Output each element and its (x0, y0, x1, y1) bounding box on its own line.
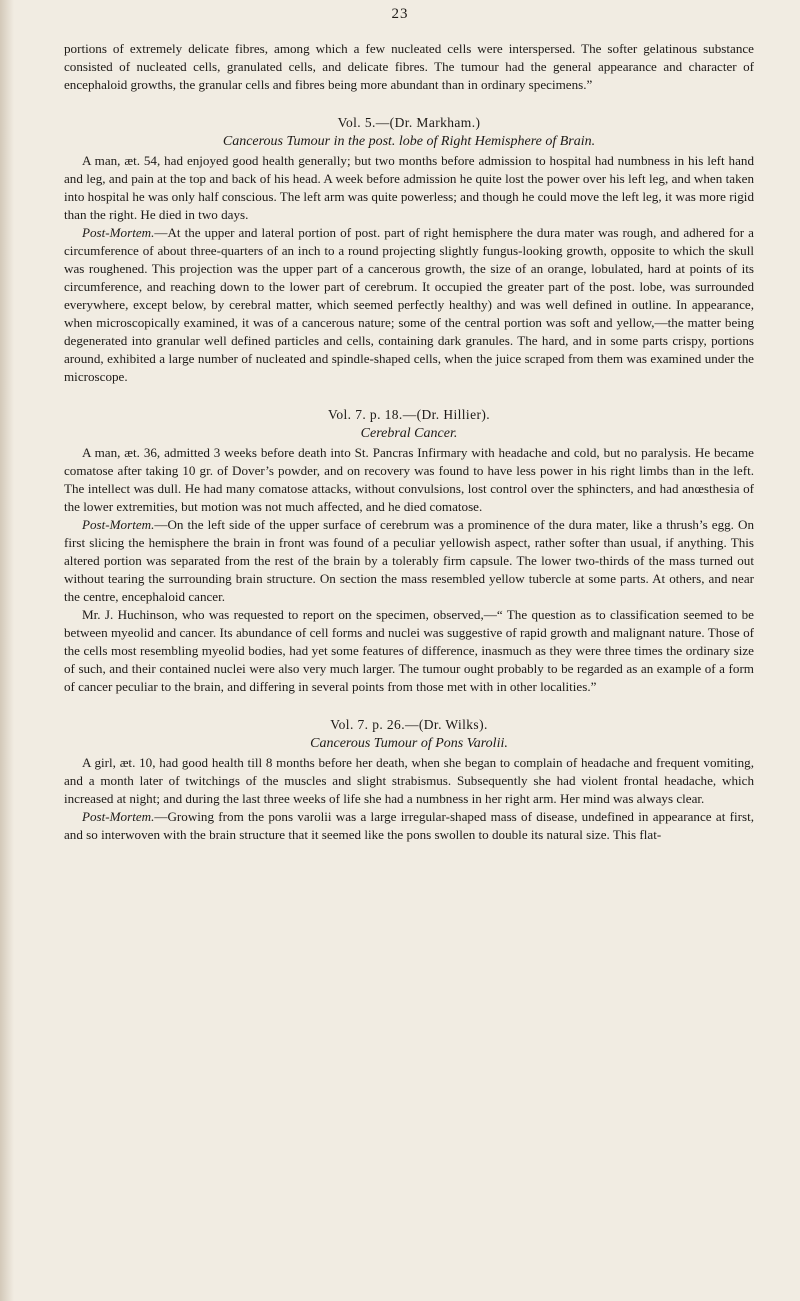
specimen-report: Mr. J. Huchinson, who was requested to report on the specimen, observed,—“ The question as to classification seemed to be between myeolid and cancer. Its abundance of cell forms and nuclei was suggestive of rapid growth and malignant nature. Those of the cells most resembling myeolid bodies, had yet some features of difference, inasmuch as they were three times the ordinary size of such, and their contained nuclei were also very much larger. The tumour ought probably to be regarded as an example of a form of cancer peculiar to the brain, and differing in several points from those met with in other localities.” (64, 607, 754, 694)
post-mortem-text: —At the upper and lateral portion of post. part of right hemisphere the dura mater was rough, and adhered for a circumference of about three-quarters of an inch to a round projecting slightly fungus-looking growth, opposite to which the skull was roughened. This projection was the upper part of a cancerous growth, the size of an orange, lobulated, hard at points of its circumference, and reaching down to the lower part of cerebrum. It occupied the greater part of the post. lobe, was surrounded everywhere, except below, by cerebral matter, which seemed perfectly healthy) and was well defined in outline. In appearance, when microscopically examined, it was of a cancerous nature; some of the central portion was soft and yellow,—the matter being degenerated into granular well defined particles and cells, containing dark granules. The hard, and in some parts crispy, portions around, exhibited a large number of nucleated and spindle-shaped cells, when the juice scraped from them was examined under the microscope. (64, 225, 754, 384)
post-mortem-text: —On the left side of the upper surface of cerebrum was a prominence of the dura mater, like a thrush’s egg. On first slicing the hemisphere the brain in front was found of a peculiar yellowish aspect, rather softer than usual, if anything. This altered portion was separated from the rest of the brain by a tolerably firm capsule. The lower two-thirds of the mass turned out without tearing the surrounding brain structure. On section the mass resembled yellow tubercle at some parts. At others, and near the centre, encephaloid cancer. (64, 517, 754, 604)
post-mortem-label: Post-Mortem. (82, 517, 155, 532)
page-gutter-shadow (0, 0, 14, 1301)
case-entry (64, 406, 754, 696)
case-title: Cerebral Cancer. (360, 426, 458, 441)
case-history: A man, æt. 54, had enjoyed good health generally; but two months before admission to hospital had numbness in his left hand and leg, and pain at the top and back of his head. A week before admission he quite lost the power over his left leg, and when taken into hospital he was only half conscious. The left arm was quite powerless; and though he could move the left leg, it was more rigid than the right. He died in two days. (64, 153, 754, 222)
case-history: A girl, æt. 10, had good health till 8 months before her death, when she began to complain of headache and frequent vomiting, and a month later of twitchings of the muscles and slight strabismus. Subsequently she had violent frontal headache, which increased at night; and during the last three weeks of life she had a numbness in her right arm. Her mind was always clear. (64, 755, 754, 806)
page-number: 23 (391, 6, 409, 22)
post-mortem-paragraph (64, 516, 754, 606)
post-mortem-label: Post-Mortem. (82, 225, 155, 240)
post-mortem-text: —Growing from the pons varolii was a large irregular-shaped mass of disease, undefined in appearance at first, and so interwoven with the brain structure that it seemed like the pons swollen to double its natural size. This flat- (64, 809, 754, 842)
case-heading: Vol. 5.—(Dr. Markham.) (337, 115, 481, 130)
continued-paragraph: portions of extremely delicate fibres, among which a few nucleated cells were interspersed. The softer gelatinous substance consisted of nucleated cells, granulated cells, and delicate fibres. The tumour had the general appearance and character of encephaloid growths, the granular cells and fibres being more abundant than in ordinary specimens.” (64, 41, 754, 92)
case-title: Cancerous Tumour of Pons Varolii. (310, 736, 508, 751)
post-mortem-paragraph (64, 224, 754, 386)
case-heading: Vol. 7. p. 18.—(Dr. Hillier). (327, 407, 491, 422)
post-mortem-paragraph (64, 808, 754, 844)
post-mortem-label: Post-Mortem. (82, 809, 155, 824)
case-history: A man, æt. 36, admitted 3 weeks before death into St. Pancras Infirmary with headache and cold, but no paralysis. He became comatose after taking 10 gr. of Dover’s powder, and on recovery was found to have less power in his right limbs than in the left. The intellect was dull. He had many comatose attacks, without convulsions, lost control over the sphincters, and had anœsthesia of the lower extremities, but motion was not much affected, and he died comatose. (64, 445, 754, 514)
case-heading: Vol. 7. p. 26.—(Dr. Wilks). (330, 717, 488, 732)
case-entry (64, 114, 754, 386)
case-title: Cancerous Tumour in the post. lobe of Right Hemisphere of Brain. (222, 134, 596, 149)
page-body (64, 40, 754, 844)
case-entry (64, 716, 754, 844)
